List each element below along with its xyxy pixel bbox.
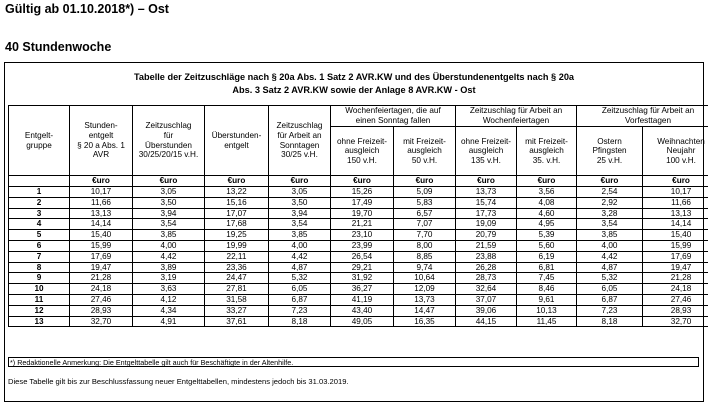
value-cell: 21,28 bbox=[70, 273, 133, 284]
value-cell: 16,35 bbox=[394, 316, 456, 327]
value-cell: 6,05 bbox=[269, 284, 331, 295]
page-heading: Gültig ab 01.10.2018*) – Ost bbox=[5, 2, 169, 16]
value-cell: 6,81 bbox=[517, 262, 577, 273]
unit-cell: €uro bbox=[269, 176, 331, 187]
value-cell: 13,73 bbox=[456, 187, 517, 198]
entgeltgruppe-cell: 3 bbox=[9, 208, 70, 219]
value-cell: 4,42 bbox=[269, 251, 331, 262]
value-cell: 24,47 bbox=[205, 273, 269, 284]
value-cell: 17,69 bbox=[70, 251, 133, 262]
value-cell: 15,99 bbox=[643, 240, 708, 251]
unit-cell bbox=[9, 176, 70, 187]
value-cell: 23,88 bbox=[456, 251, 517, 262]
value-cell: 39,06 bbox=[456, 305, 517, 316]
entgeltgruppe-cell: 9 bbox=[9, 273, 70, 284]
value-cell: 9,61 bbox=[517, 294, 577, 305]
value-cell: 7,23 bbox=[269, 305, 331, 316]
value-cell: 4,00 bbox=[577, 240, 643, 251]
value-cell: 4,42 bbox=[133, 251, 205, 262]
table-caption-line2: Abs. 3 Satz 2 AVR.KW sowie der Anlage 8 AVR.KW - Ost bbox=[232, 85, 476, 95]
value-cell: 37,07 bbox=[456, 294, 517, 305]
value-cell: 3,54 bbox=[133, 219, 205, 230]
value-cell: 49,05 bbox=[331, 316, 394, 327]
subheader-ostern-pfingsten: Ostern Pfingsten 25 v.H. bbox=[577, 127, 643, 176]
unit-cell: €uro bbox=[133, 176, 205, 187]
value-cell: 3,05 bbox=[133, 187, 205, 198]
value-cell: 8,18 bbox=[269, 316, 331, 327]
value-cell: 37,61 bbox=[205, 316, 269, 327]
subheader-mit-50: mit Freizeit- ausgleich 50 v.H. bbox=[394, 127, 456, 176]
page-subheading: 40 Stundenwoche bbox=[5, 40, 112, 54]
value-cell: 8,18 bbox=[577, 316, 643, 327]
value-cell: 6,19 bbox=[517, 251, 577, 262]
value-cell: 17,68 bbox=[205, 219, 269, 230]
entgeltgruppe-cell: 5 bbox=[9, 230, 70, 241]
value-cell: 19,25 bbox=[205, 230, 269, 241]
header-stundenentgelt: Stunden- entgelt § 20 a Abs. 1 AVR bbox=[70, 106, 133, 176]
value-cell: 27,81 bbox=[205, 284, 269, 295]
value-cell: 29,21 bbox=[331, 262, 394, 273]
value-cell: 7,07 bbox=[394, 219, 456, 230]
value-cell: 24,18 bbox=[643, 284, 708, 295]
value-cell: 13,13 bbox=[70, 208, 133, 219]
entgeltgruppe-cell: 1 bbox=[9, 187, 70, 198]
value-cell: 10,17 bbox=[643, 187, 708, 198]
unit-cell: €uro bbox=[331, 176, 394, 187]
value-cell: 15,26 bbox=[331, 187, 394, 198]
value-cell: 8,85 bbox=[394, 251, 456, 262]
value-cell: 23,36 bbox=[205, 262, 269, 273]
entgeltgruppe-cell: 2 bbox=[9, 197, 70, 208]
value-cell: 11,45 bbox=[517, 316, 577, 327]
value-cell: 10,64 bbox=[394, 273, 456, 284]
value-cell: 9,74 bbox=[394, 262, 456, 273]
value-cell: 3,28 bbox=[577, 208, 643, 219]
value-cell: 14,14 bbox=[70, 219, 133, 230]
value-cell: 6,57 bbox=[394, 208, 456, 219]
value-cell: 5,32 bbox=[269, 273, 331, 284]
table-row bbox=[9, 197, 708, 208]
header-zeitzuschlag-ueberstunden: Zeitzuschlag für Überstunden 30/25/20/15 v.H. bbox=[133, 106, 205, 176]
value-cell: 3,54 bbox=[577, 219, 643, 230]
table-row bbox=[9, 240, 708, 251]
value-cell: 17,73 bbox=[456, 208, 517, 219]
value-cell: 2,54 bbox=[577, 187, 643, 198]
value-cell: 4,00 bbox=[133, 240, 205, 251]
value-cell: 5,32 bbox=[577, 273, 643, 284]
value-cell: 15,16 bbox=[205, 197, 269, 208]
value-cell: 41,19 bbox=[331, 294, 394, 305]
value-cell: 11,66 bbox=[70, 197, 133, 208]
value-cell: 4,87 bbox=[577, 262, 643, 273]
units-row bbox=[9, 176, 708, 187]
unit-cell: €uro bbox=[517, 176, 577, 187]
unit-cell: €uro bbox=[643, 176, 708, 187]
value-cell: 4,87 bbox=[269, 262, 331, 273]
value-cell: 3,94 bbox=[269, 208, 331, 219]
value-cell: 31,58 bbox=[205, 294, 269, 305]
value-cell: 20,79 bbox=[456, 230, 517, 241]
value-cell: 24,18 bbox=[70, 284, 133, 295]
value-cell: 3,89 bbox=[133, 262, 205, 273]
subheader-weihnachten-neujahr: Weihnachten Neujahr 100 v.H. bbox=[643, 127, 708, 176]
value-cell: 4,12 bbox=[133, 294, 205, 305]
value-cell: 3,56 bbox=[517, 187, 577, 198]
value-cell: 6,87 bbox=[577, 294, 643, 305]
value-cell: 36,27 bbox=[331, 284, 394, 295]
value-cell: 17,49 bbox=[331, 197, 394, 208]
value-cell: 7,70 bbox=[394, 230, 456, 241]
value-cell: 21,59 bbox=[456, 240, 517, 251]
value-cell: 12,09 bbox=[394, 284, 456, 295]
table-row bbox=[9, 187, 708, 198]
value-cell: 44,15 bbox=[456, 316, 517, 327]
value-cell: 3,94 bbox=[133, 208, 205, 219]
value-cell: 19,09 bbox=[456, 219, 517, 230]
validity-note: Diese Tabelle gilt bis zur Beschlussfassung neuer Entgelttabellen, mindestens jedoch bis 31.03.2019. bbox=[8, 377, 349, 386]
value-cell: 10,13 bbox=[517, 305, 577, 316]
value-cell: 15,99 bbox=[70, 240, 133, 251]
value-cell: 7,45 bbox=[517, 273, 577, 284]
unit-cell: €uro bbox=[456, 176, 517, 187]
value-cell: 3,63 bbox=[133, 284, 205, 295]
value-cell: 4,91 bbox=[133, 316, 205, 327]
unit-cell: €uro bbox=[577, 176, 643, 187]
table-row bbox=[9, 294, 708, 305]
value-cell: 43,40 bbox=[331, 305, 394, 316]
footnote: *) Redaktionelle Anmerkung: Die Entgelttabelle gilt auch für Beschäftigte in der Altenhilfe. bbox=[8, 357, 699, 367]
value-cell: 15,40 bbox=[643, 230, 708, 241]
value-cell: 4,42 bbox=[577, 251, 643, 262]
value-cell: 32,64 bbox=[456, 284, 517, 295]
value-cell: 8,00 bbox=[394, 240, 456, 251]
header-vorfesttage: Zeitzuschlag für Arbeit an Vorfesttagen bbox=[577, 106, 708, 127]
value-cell: 7,23 bbox=[577, 305, 643, 316]
unit-cell: €uro bbox=[205, 176, 269, 187]
value-cell: 32,70 bbox=[643, 316, 708, 327]
table-row bbox=[9, 273, 708, 284]
value-cell: 27,46 bbox=[643, 294, 708, 305]
value-cell: 4,00 bbox=[269, 240, 331, 251]
table-row bbox=[9, 305, 708, 316]
value-cell: 17,07 bbox=[205, 208, 269, 219]
value-cell: 19,47 bbox=[70, 262, 133, 273]
value-cell: 26,28 bbox=[456, 262, 517, 273]
value-cell: 10,17 bbox=[70, 187, 133, 198]
table-row bbox=[9, 262, 708, 273]
value-cell: 21,28 bbox=[643, 273, 708, 284]
value-cell: 6,05 bbox=[577, 284, 643, 295]
value-cell: 4,95 bbox=[517, 219, 577, 230]
value-cell: 23,99 bbox=[331, 240, 394, 251]
entgeltgruppe-cell: 7 bbox=[9, 251, 70, 262]
unit-cell: €uro bbox=[394, 176, 456, 187]
entgeltgruppe-cell: 12 bbox=[9, 305, 70, 316]
entgeltgruppe-cell: 4 bbox=[9, 219, 70, 230]
value-cell: 19,47 bbox=[643, 262, 708, 273]
entgeltgruppe-cell: 13 bbox=[9, 316, 70, 327]
value-cell: 8,46 bbox=[517, 284, 577, 295]
value-cell: 5,09 bbox=[394, 187, 456, 198]
value-cell: 19,70 bbox=[331, 208, 394, 219]
table-caption-line1: Tabelle der Zeitzuschläge nach § 20a Abs. 1 Satz 2 AVR.KW und des Überstundenentgelts nach § 20a bbox=[133, 72, 575, 82]
value-cell: 26,54 bbox=[331, 251, 394, 262]
header-ueberstundenentgelt: Überstunden- entgelt bbox=[205, 106, 269, 176]
value-cell: 13,13 bbox=[643, 208, 708, 219]
value-cell: 3,05 bbox=[269, 187, 331, 198]
value-cell: 3,50 bbox=[133, 197, 205, 208]
entgeltgruppe-cell: 6 bbox=[9, 240, 70, 251]
value-cell: 19,99 bbox=[205, 240, 269, 251]
value-cell: 13,73 bbox=[394, 294, 456, 305]
table-row bbox=[9, 230, 708, 241]
value-cell: 28,93 bbox=[70, 305, 133, 316]
value-cell: 4,08 bbox=[517, 197, 577, 208]
value-cell: 5,60 bbox=[517, 240, 577, 251]
table-body bbox=[9, 187, 708, 327]
header-wochenfeiertage-sonntag: Wochenfeiertagen, die auf einen Sonntag fallen bbox=[331, 106, 456, 127]
entgeltgruppe-cell: 10 bbox=[9, 284, 70, 295]
table-row bbox=[9, 251, 708, 262]
subheader-ohne-135: ohne Freizeit- ausgleich 135 v.H. bbox=[456, 127, 517, 176]
value-cell: 31,92 bbox=[331, 273, 394, 284]
value-cell: 3,50 bbox=[269, 197, 331, 208]
value-cell: 4,34 bbox=[133, 305, 205, 316]
value-cell: 22,11 bbox=[205, 251, 269, 262]
value-cell: 4,60 bbox=[517, 208, 577, 219]
subheader-mit-35: mit Freizeit- ausgleich 35. v.H. bbox=[517, 127, 577, 176]
value-cell: 5,39 bbox=[517, 230, 577, 241]
value-cell: 33,27 bbox=[205, 305, 269, 316]
table-row bbox=[9, 219, 708, 230]
value-cell: 14,47 bbox=[394, 305, 456, 316]
value-cell: 3,85 bbox=[133, 230, 205, 241]
subheader-ohne-150: ohne Freizeit- ausgleich 150 v.H. bbox=[331, 127, 394, 176]
value-cell: 2,92 bbox=[577, 197, 643, 208]
value-cell: 13,22 bbox=[205, 187, 269, 198]
value-cell: 28,93 bbox=[643, 305, 708, 316]
value-cell: 32,70 bbox=[70, 316, 133, 327]
value-cell: 17,69 bbox=[643, 251, 708, 262]
surcharge-table bbox=[8, 105, 708, 327]
value-cell: 15,40 bbox=[70, 230, 133, 241]
value-cell: 15,74 bbox=[456, 197, 517, 208]
value-cell: 28,73 bbox=[456, 273, 517, 284]
entgeltgruppe-cell: 8 bbox=[9, 262, 70, 273]
value-cell: 21,21 bbox=[331, 219, 394, 230]
table-row bbox=[9, 316, 708, 327]
value-cell: 3,19 bbox=[133, 273, 205, 284]
value-cell: 14,14 bbox=[643, 219, 708, 230]
header-sonntage: Zeitzuschlag für Arbeit an Sonntagen 30/25 v.H. bbox=[269, 106, 331, 176]
table-row bbox=[9, 284, 708, 295]
value-cell: 11,66 bbox=[643, 197, 708, 208]
table-frame bbox=[4, 62, 704, 402]
value-cell: 3,54 bbox=[269, 219, 331, 230]
value-cell: 23,10 bbox=[331, 230, 394, 241]
header-wochenfeiertage: Zeitzuschlag für Arbeit an Wochenfeiertagen bbox=[456, 106, 577, 127]
value-cell: 5,83 bbox=[394, 197, 456, 208]
header-entgeltgruppe: Entgelt- gruppe bbox=[9, 106, 70, 176]
table-row bbox=[9, 208, 708, 219]
unit-cell: €uro bbox=[70, 176, 133, 187]
value-cell: 3,85 bbox=[269, 230, 331, 241]
value-cell: 6,87 bbox=[269, 294, 331, 305]
table-caption bbox=[5, 71, 703, 97]
entgeltgruppe-cell: 11 bbox=[9, 294, 70, 305]
value-cell: 3,85 bbox=[577, 230, 643, 241]
value-cell: 27,46 bbox=[70, 294, 133, 305]
